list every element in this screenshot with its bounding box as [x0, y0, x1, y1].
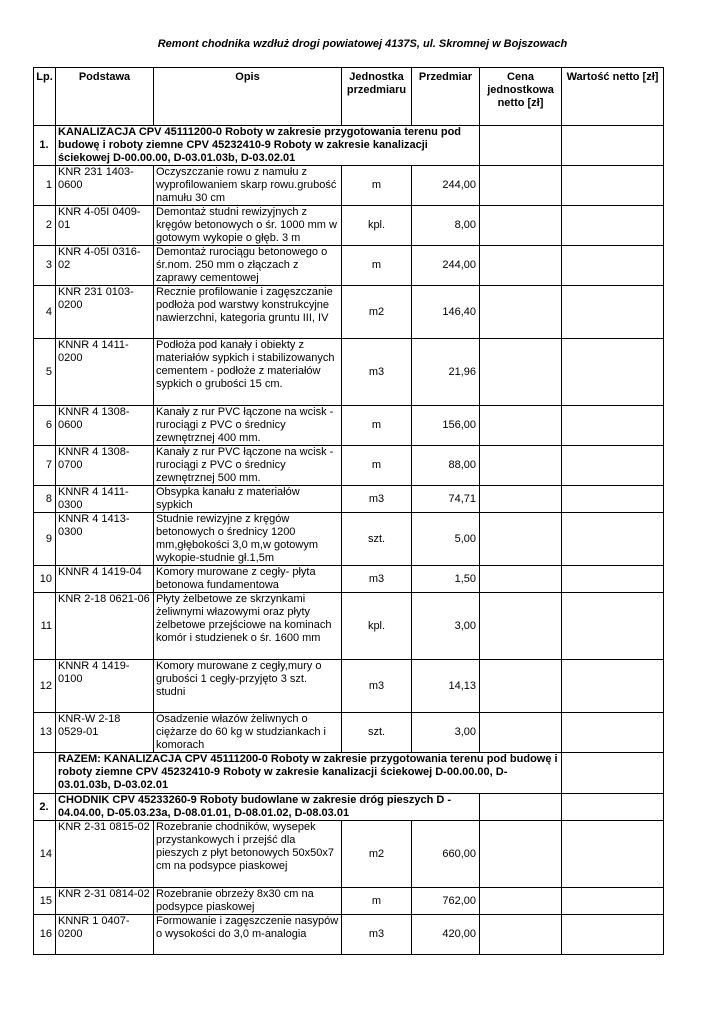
row-lp: 6 [34, 406, 56, 446]
row-podstawa: KNR 2-31 0815-02 [56, 821, 154, 888]
header-row [34, 68, 664, 126]
price-cell [480, 246, 562, 286]
row-jednostka: m [342, 446, 412, 486]
value-cell [562, 126, 664, 166]
row-jednostka: m3 [342, 566, 412, 593]
row-opis: Oczyszczanie rowu z namułu z wyprofilowaniem skarp rowu.grubość namułu 30 cm [154, 166, 342, 206]
header-wartosc: Wartość netto [zł] [562, 68, 664, 126]
price-cell [480, 566, 562, 593]
row-podstawa: KNR 4-05I 0316-02 [56, 246, 154, 286]
price-cell [480, 406, 562, 446]
row-podstawa: KNR 2-18 0621-06 [56, 593, 154, 660]
row-lp: 4 [34, 286, 56, 339]
table-row [34, 660, 664, 713]
row-przedmiar: 1,50 [412, 566, 480, 593]
price-cell [480, 888, 562, 915]
value-cell [562, 246, 664, 286]
value-cell [562, 166, 664, 206]
row-przedmiar: 660,00 [412, 821, 480, 888]
row-lp: 15 [34, 888, 56, 915]
table-row [34, 166, 664, 206]
table-row [34, 713, 664, 753]
row-podstawa: KNR-W 2-18 0529-01 [56, 713, 154, 753]
row-jednostka: kpl. [342, 206, 412, 246]
row-podstawa: KNNR 4 1308-0700 [56, 446, 154, 486]
price-cell [480, 339, 562, 406]
price-cell [480, 794, 562, 821]
row-lp: 2 [34, 206, 56, 246]
summary-row-kanalizacja [34, 753, 664, 794]
row-opis: Rozebranie obrzeży 8x30 cm na podsypce piaskowej [154, 888, 342, 915]
row-przedmiar: 5,00 [412, 513, 480, 566]
value-cell [562, 339, 664, 406]
table-row [34, 486, 664, 513]
row-opis: Komory murowane z cegły- płyta betonowa fundamentowa [154, 566, 342, 593]
table-row [34, 888, 664, 915]
price-cell [480, 821, 562, 888]
price-cell [480, 206, 562, 246]
header-cena: Cena jednostkowa netto [zł] [480, 68, 562, 126]
row-podstawa: KNR 2-31 0814-02 [56, 888, 154, 915]
row-jednostka: m [342, 246, 412, 286]
row-przedmiar: 146,40 [412, 286, 480, 339]
row-jednostka: m3 [342, 915, 412, 955]
row-jednostka: m [342, 166, 412, 206]
row-lp: 16 [34, 915, 56, 955]
row-podstawa: KNNR 4 1413-0300 [56, 513, 154, 566]
row-przedmiar: 88,00 [412, 446, 480, 486]
section-title: CHODNIK CPV 45233260-9 Roboty budowlane w zakresie dróg pieszych D - 04.04.00, D-05.03.23a, D-08.01.01, D-08.01.02, D-08.03.01 [56, 794, 480, 821]
row-opis: Demontaż studni rewizyjnych z kręgów betonowych o śr. 1000 mm w gotowym wykopie o głęb. 3 m [154, 206, 342, 246]
value-cell [562, 593, 664, 660]
row-podstawa: KNNR 4 1308-0600 [56, 406, 154, 446]
price-cell [480, 513, 562, 566]
row-lp: 9 [34, 513, 56, 566]
table-row [34, 566, 664, 593]
value-cell [562, 821, 664, 888]
row-opis: Płyty żelbetowe ze skrzynkami żeliwnymi włazowymi oraz płyty żelbetowe przejściowe na kominach komór i studzienek o śr. 1600 mm [154, 593, 342, 660]
summary-lp [34, 753, 56, 794]
row-opis: Studnie rewizyjne z kręgów betonowych o średnicy 1200 mm,głębokości 3,0 m,w gotowym wykopie-studnie gł.1,5m [154, 513, 342, 566]
row-lp: 3 [34, 246, 56, 286]
section-row-chodnik [34, 794, 664, 821]
section-title: KANALIZACJA CPV 45111200-0 Roboty w zakresie przygotowania terenu pod budowę i roboty ziemne CPV 45232410-9 Roboty w zakresie kanalizacji ściekowej D-00.00.00, D-03.01.03b, D-03.02.01 [56, 126, 480, 166]
row-przedmiar: 244,00 [412, 246, 480, 286]
section-row-kanalizacja [34, 126, 664, 166]
header-podstawa: Podstawa [56, 68, 154, 126]
row-jednostka: szt. [342, 513, 412, 566]
row-jednostka: m2 [342, 286, 412, 339]
row-lp: 10 [34, 566, 56, 593]
row-opis: Demontaż rurociągu betonowego o śr.nom. 250 mm o złączach z zaprawy cementowej [154, 246, 342, 286]
value-cell [562, 753, 664, 794]
row-lp: 14 [34, 821, 56, 888]
row-podstawa: KNNR 1 0407-0200 [56, 915, 154, 955]
row-jednostka: m3 [342, 339, 412, 406]
row-lp: 13 [34, 713, 56, 753]
row-opis: Osadzenie włazów żeliwnych o ciężarze do 60 kg w studziankach i komorach [154, 713, 342, 753]
header-lp: Lp. [34, 68, 56, 126]
row-opis: Kanały z rur PVC łączone na wcisk - rurociągi z PVC o średnicy zewnętrznej 400 mm. [154, 406, 342, 446]
table-row [34, 286, 664, 339]
row-podstawa: KNNR 4 1419-04 [56, 566, 154, 593]
row-jednostka: m2 [342, 821, 412, 888]
header-jednostka: Jednostka przedmiaru [342, 68, 412, 126]
row-przedmiar: 156,00 [412, 406, 480, 446]
row-podstawa: KNR 231 1403-0600 [56, 166, 154, 206]
row-lp: 8 [34, 486, 56, 513]
value-cell [562, 915, 664, 955]
row-przedmiar: 21,96 [412, 339, 480, 406]
table-row [34, 446, 664, 486]
table-row [34, 593, 664, 660]
header-przedmiar: Przedmiar [412, 68, 480, 126]
price-cell [480, 446, 562, 486]
document-title: Remont chodnika wzdłuż drogi powiatowej 4137S, ul. Skromnej w Bojszowach [157, 38, 568, 50]
value-cell [562, 206, 664, 246]
row-opis: Podłoża pod kanały i obiekty z materiałów sypkich i stabilizowanych cementem - podłoże z materiałów sypkich o grubości 15 cm. [154, 339, 342, 406]
row-podstawa: KNNR 4 1411-0200 [56, 339, 154, 406]
summary-text: RAZEM: KANALIZACJA CPV 45111200-0 Roboty w zakresie przygotowania terenu pod budowę i roboty ziemne CPV 45232410-9 Roboty w zakresie kanalizacji ściekowej D-00.00.00, D-03.01.03b, D-03.02.01 [56, 753, 562, 794]
row-przedmiar: 762,00 [412, 888, 480, 915]
row-przedmiar: 420,00 [412, 915, 480, 955]
cost-estimate-table [33, 67, 664, 955]
table-row [34, 821, 664, 888]
row-jednostka: m3 [342, 486, 412, 513]
price-cell [480, 486, 562, 513]
table-row [34, 513, 664, 566]
table-row [34, 406, 664, 446]
row-lp: 5 [34, 339, 56, 406]
row-opis: Obsypka kanału z materiałów sypkich [154, 486, 342, 513]
row-opis: Recznie profilowanie i zagęszczanie podłoża pod warstwy konstrukcyjne nawierzchni, kategoria gruntu III, IV [154, 286, 342, 339]
row-lp: 7 [34, 446, 56, 486]
row-opis: Rozebranie chodników, wysepek przystankowych i przejść dla pieszych z płyt betonowych 50x50x7 cm na podsypce piaskowej [154, 821, 342, 888]
row-opis: Komory murowane z cegły,mury o grubości 1 cegły-przyjęto 3 szt. studni [154, 660, 342, 713]
table-row [34, 915, 664, 955]
row-jednostka: m3 [342, 660, 412, 713]
value-cell [562, 486, 664, 513]
row-podstawa: KNR 231 0103-0200 [56, 286, 154, 339]
table-row [34, 246, 664, 286]
row-jednostka: m [342, 406, 412, 446]
value-cell [562, 794, 664, 821]
value-cell [562, 660, 664, 713]
price-cell [480, 915, 562, 955]
value-cell [562, 286, 664, 339]
value-cell [562, 513, 664, 566]
row-przedmiar: 244,00 [412, 166, 480, 206]
table-row [34, 339, 664, 406]
row-jednostka: m [342, 888, 412, 915]
price-cell [480, 593, 562, 660]
row-podstawa: KNNR 4 1419-0100 [56, 660, 154, 713]
row-przedmiar: 3,00 [412, 593, 480, 660]
section-lp: 1. [34, 126, 56, 166]
row-przedmiar: 74,71 [412, 486, 480, 513]
value-cell [562, 713, 664, 753]
value-cell [562, 406, 664, 446]
table-row [34, 206, 664, 246]
row-opis: Kanały z rur PVC łączone na wcisk - rurociągi z PVC o średnicy zewnętrznej 500 mm. [154, 446, 342, 486]
row-przedmiar: 3,00 [412, 713, 480, 753]
price-cell [480, 286, 562, 339]
row-lp: 1 [34, 166, 56, 206]
row-przedmiar: 14,13 [412, 660, 480, 713]
row-podstawa: KNR 4-05I 0409-01 [56, 206, 154, 246]
row-przedmiar: 8,00 [412, 206, 480, 246]
price-cell [480, 713, 562, 753]
row-jednostka: szt. [342, 713, 412, 753]
value-cell [562, 888, 664, 915]
price-cell [480, 660, 562, 713]
header-opis: Opis [154, 68, 342, 126]
row-lp: 11 [34, 593, 56, 660]
section-lp: 2. [34, 794, 56, 821]
row-jednostka: kpl. [342, 593, 412, 660]
row-opis: Formowanie i zagęszczenie nasypów o wysokości do 3,0 m-analogia [154, 915, 342, 955]
price-cell [480, 166, 562, 206]
row-lp: 12 [34, 660, 56, 713]
row-podstawa: KNNR 4 1411-0300 [56, 486, 154, 513]
value-cell [562, 566, 664, 593]
value-cell [562, 446, 664, 486]
price-cell [480, 126, 562, 166]
